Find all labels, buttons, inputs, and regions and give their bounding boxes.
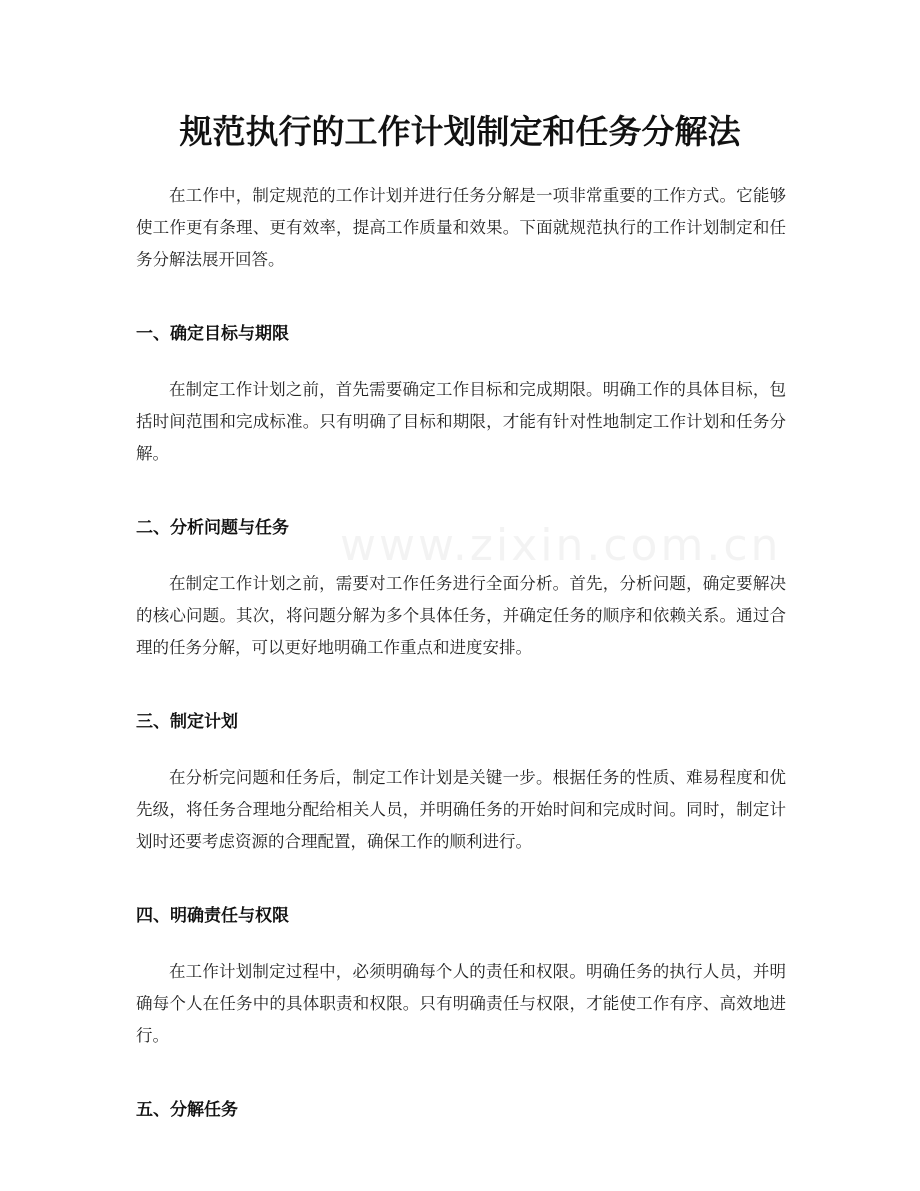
section-heading-3: 三、制定计划 — [136, 712, 238, 732]
section-heading-1: 一、确定目标与期限 — [136, 324, 289, 344]
section-body-3: 在分析完问题和任务后，制定工作计划是关键一步。根据任务的性质、难易程度和优先级，将任务合理地分配给相关人员，并明确任务的开始时间和完成时间。同时，制定计划时还要考虑资源的合理配置，确保工作的顺利进行。 — [136, 768, 786, 851]
section-heading-5: 五、分解任务 — [136, 1100, 238, 1120]
document-body — [136, 180, 786, 1126]
section-heading-4: 四、明确责任与权限 — [136, 906, 289, 926]
watermark-text: www.zixin.com.cn — [340, 520, 782, 571]
section-heading-2: 二、分析问题与任务 — [136, 518, 289, 538]
section-body-4: 在工作计划制定过程中，必须明确每个人的责任和权限。明确任务的执行人员，并明确每个人在任务中的具体职责和权限。只有明确责任与权限，才能使工作有序、高效地进行。 — [136, 962, 786, 1045]
intro-paragraph: 在工作中，制定规范的工作计划并进行任务分解是一项非常重要的工作方式。它能够使工作更有条理、更有效率，提高工作质量和效果。下面就规范执行的工作计划制定和任务分解法展开回答。 — [136, 186, 786, 269]
section-body-1: 在制定工作计划之前，首先需要确定工作目标和完成期限。明确工作的具体目标，包括时间范围和完成标准。只有明确了目标和期限，才能有针对性地制定工作计划和任务分解。 — [136, 380, 786, 463]
section-body-2: 在制定工作计划之前，需要对工作任务进行全面分析。首先，分析问题，确定要解决的核心问题。其次，将问题分解为多个具体任务，并确定任务的顺序和依赖关系。通过合理的任务分解，可以更好地明确工作重点和进度安排。 — [136, 574, 786, 657]
document-title: 规范执行的工作计划制定和任务分解法 — [179, 112, 741, 151]
